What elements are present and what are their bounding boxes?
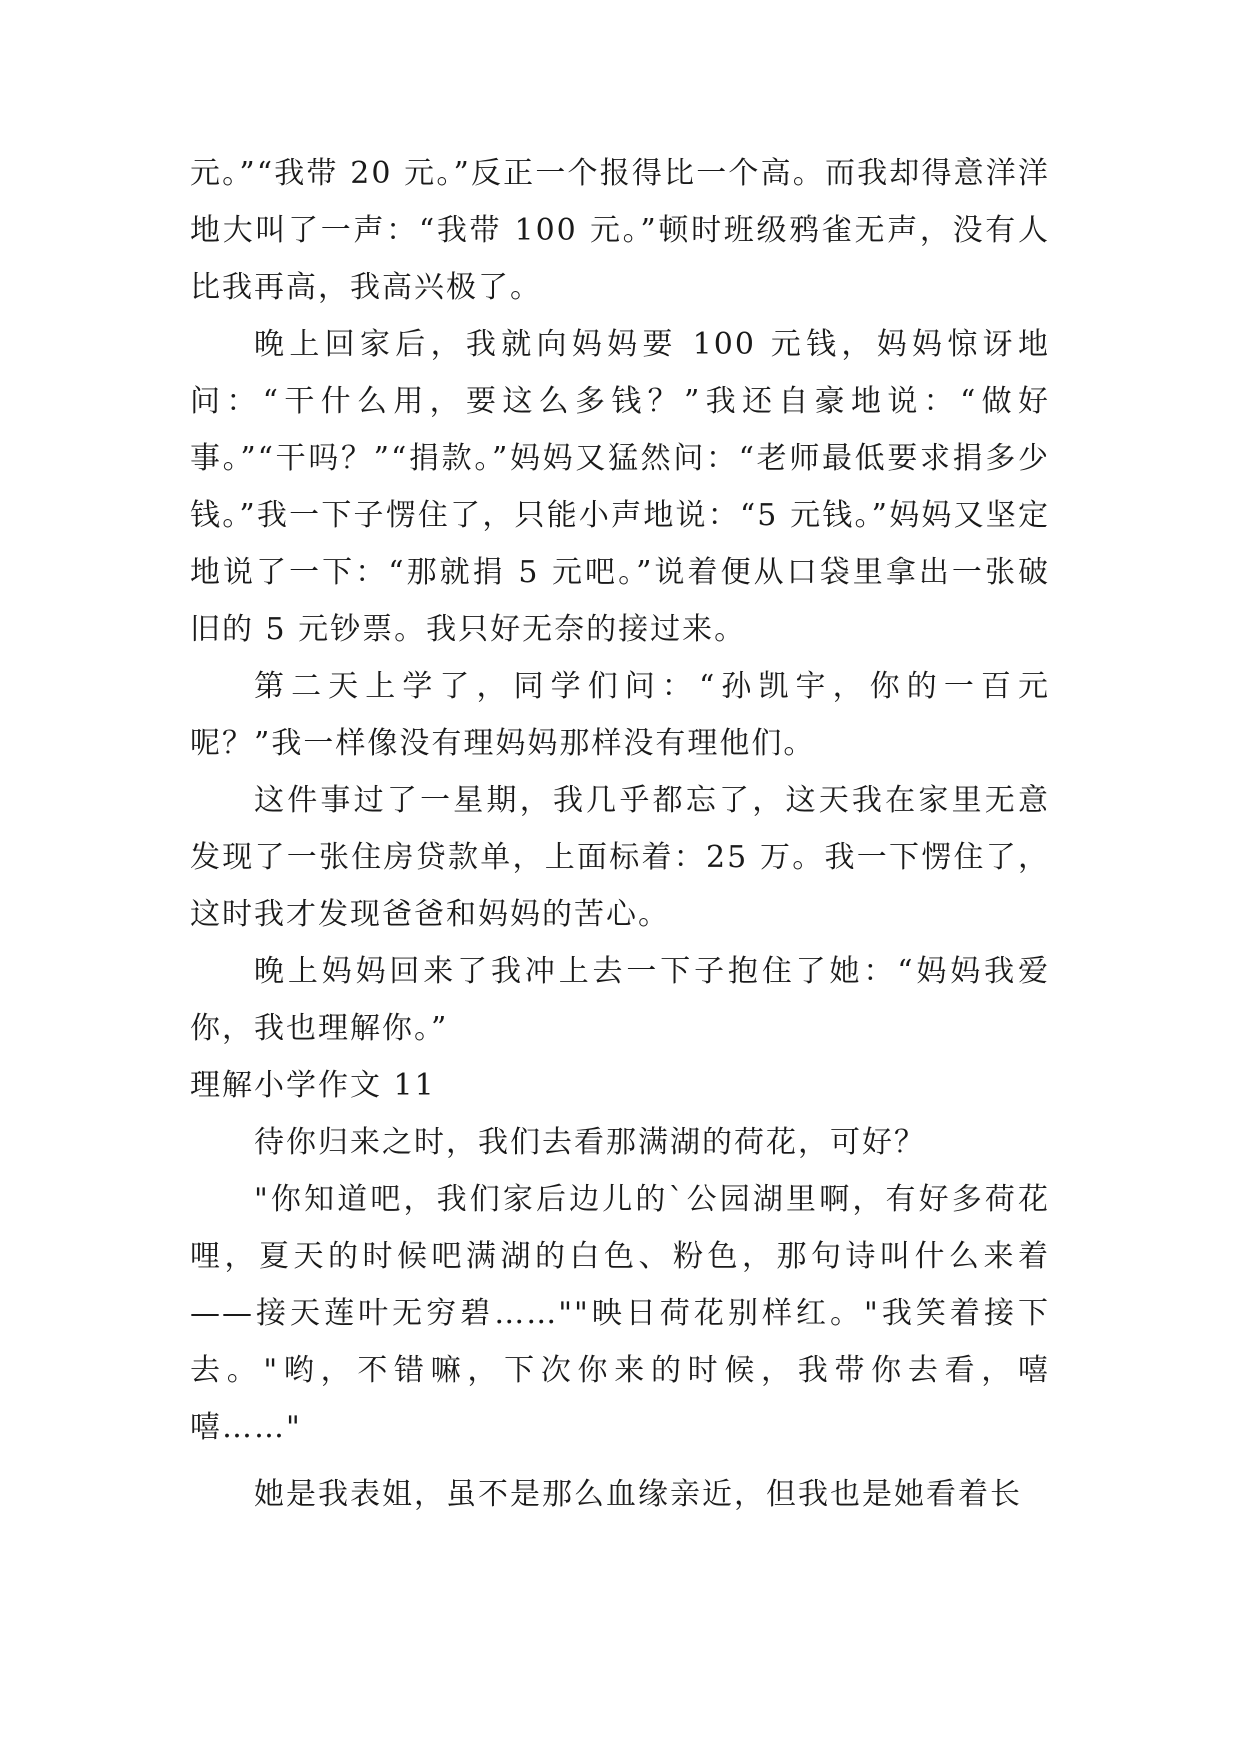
paragraph: 晚上回家后，我就向妈妈要 100 元钱，妈妈惊讶地问：“干什么用，要这么多钱？”我还自豪地说：“做好事。”“干吗？”“捐款。”妈妈又猛然问：“老师最低要求捐多少钱。”我一下子愣住了，只能小声地说：“5 元钱。”妈妈又坚定地说了一下：“那就捐 5 元吧。”说着便从口袋里拿出一张破旧的 5 元钞票。我只好无奈的接过来。 (190, 327, 1050, 647)
paragraph: 第二天上学了，同学们问：“孙凯宇，你的一百元呢？”我一样像没有理妈妈那样没有理他们。 (190, 669, 1050, 761)
document-body (190, 145, 1050, 1523)
section-heading: 理解小学作文 11 (190, 1068, 436, 1103)
paragraph: 晚上妈妈回来了我冲上去一下子抱住了她：“妈妈我爱你，我也理解你。” (190, 954, 1050, 1046)
paragraph: 待你归来之时，我们去看那满湖的荷花，可好？ (254, 1125, 926, 1160)
paragraph: 她是我表姐，虽不是那么血缘亲近，但我也是她看着长 (254, 1477, 1022, 1512)
paragraph: 这件事过了一星期，我几乎都忘了，这天我在家里无意发现了一张住房贷款单，上面标着：25 万。我一下愣住了，这时我才发现爸爸和妈妈的苦心。 (190, 783, 1050, 932)
paragraph: "你知道吧，我们家后边儿的`公园湖里啊，有好多荷花哩，夏天的时候吧满湖的白色、粉色，那句诗叫什么来着——接天莲叶无穷碧……""映日荷花别样红。"我笑着接下去。"哟，不错嘛，下次你来的时候，我带你去看，嘻嘻……" (190, 1182, 1050, 1445)
paragraph: 元。”“我带 20 元。”反正一个报得比一个高。而我却得意洋洋地大叫了一声：“我带 100 元。”顿时班级鸦雀无声，没有人比我再高，我高兴极了。 (190, 156, 1050, 305)
